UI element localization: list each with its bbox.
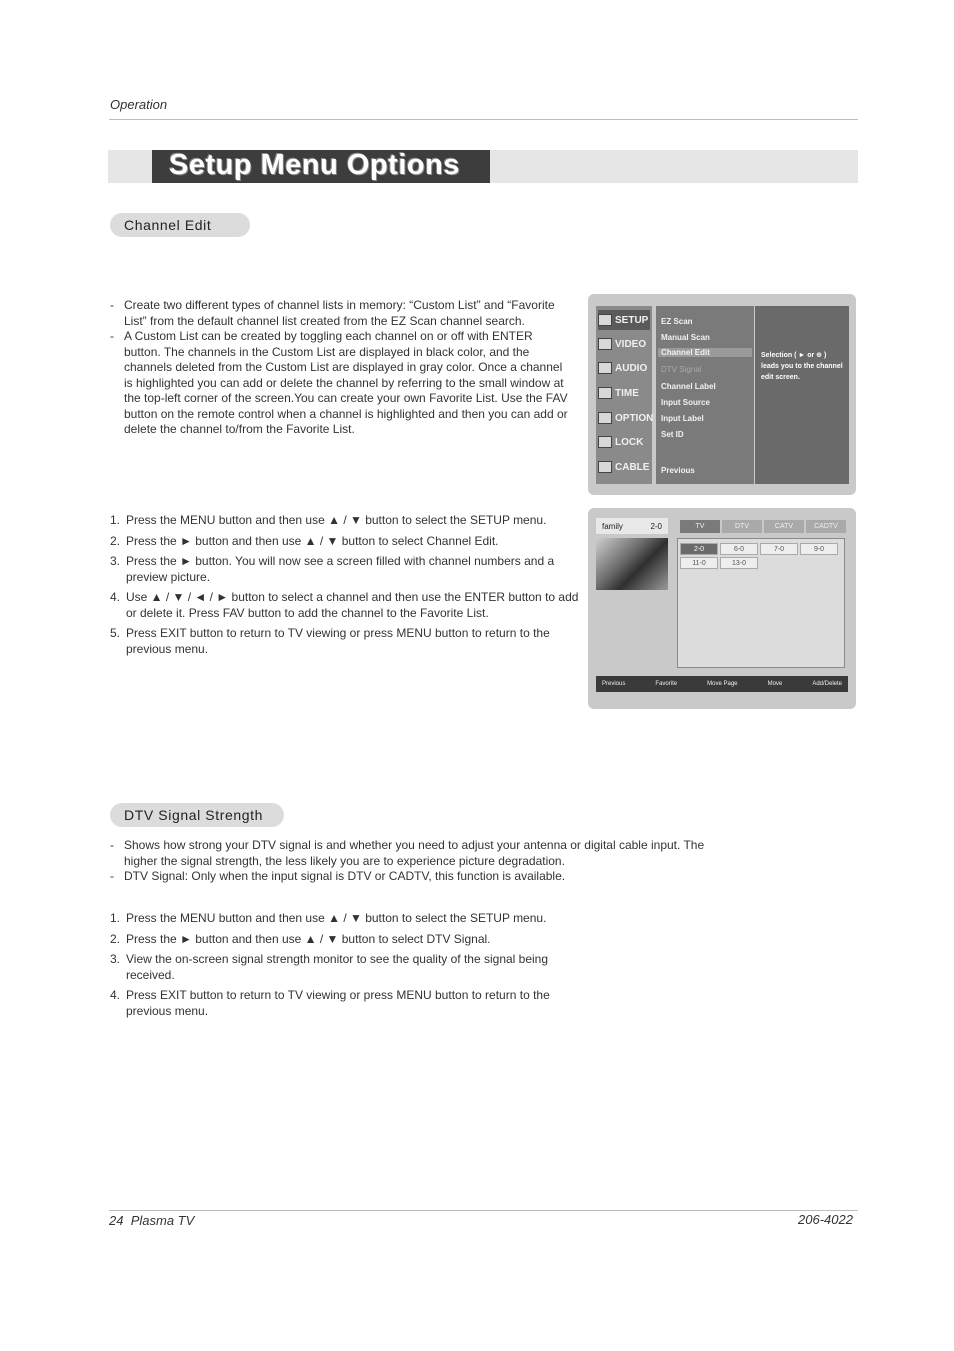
source-tabs <box>680 520 846 533</box>
page-number: 24 <box>109 1213 124 1228</box>
step-item: 4. Press EXIT button to return to TV viewing or press MENU button to return to the previous menu. <box>110 988 550 1018</box>
channel-edit-steps <box>110 513 582 662</box>
lock-icon <box>598 436 612 448</box>
menu-item-input-source: Input Source <box>661 398 710 407</box>
clock-icon <box>598 387 612 399</box>
option-icon <box>598 412 612 424</box>
sidebar-item-audio: AUDIO <box>598 358 650 378</box>
step-item: 1. Press the MENU button and then use ▲ / ▼ button to select the SETUP menu. <box>110 513 547 527</box>
step-item: 4. Use ▲ / ▼ / ◄ / ► button to select a channel and then use the ENTER button to add or delete it. Press FAV button to add the channel to the Favorite List. <box>110 590 579 620</box>
bullet-item: - A Custom List can be created by toggling each channel on or off with ENTER button. The channels in the Custom List are displayed in black color, and the channels deleted from the Custom List are displayed in gray color. Once a channel is highlighted you can add or delete the channel by referring to the small window at the top-left corner of the screen.You can create your own Favorite List. Use the FAV button on the remote control when a channel is highlighted and then you can add or delete the channel to/from the Favorite List. <box>110 329 568 436</box>
channel-screen-footer: Previous Favorite Move Page Move Add/Delete <box>596 676 848 692</box>
step-item: 2. Press the ► button and then use ▲ / ▼ button to select DTV Signal. <box>110 931 491 946</box>
footer-divider <box>109 1210 858 1211</box>
sidebar-item-setup: SETUP <box>598 310 650 330</box>
menu-items <box>656 306 754 484</box>
tab-dtv: DTV <box>722 520 762 533</box>
menu-item-dtv-signal: DTV Signal <box>661 365 702 374</box>
preview-picture <box>596 538 668 590</box>
menu-item-channel-edit: Channel Edit <box>658 348 752 357</box>
menu-footer-previous: Previous <box>661 466 695 475</box>
channel-grid <box>677 538 845 668</box>
tab-catv: CATV <box>764 520 804 533</box>
channel-cell: 11-0 <box>680 557 718 569</box>
sidebar-item-time: TIME <box>598 383 650 403</box>
channel-edit-screenshot <box>588 508 856 709</box>
channel-cell: 13-0 <box>720 557 758 569</box>
menu-help-panel <box>755 306 849 484</box>
tab-tv: TV <box>680 520 720 533</box>
bullet-item: - Create two different types of channel lists in memory: “Custom List” and “Favorite List” from the default channel list created from the EZ Scan channel search. <box>110 298 555 328</box>
sidebar-item-option: OPTION <box>598 408 650 428</box>
channel-edit-intro <box>110 298 572 438</box>
tab-cadtv: CADTV <box>806 520 846 533</box>
step-item: 1. Press the MENU button and then use ▲ / ▼ button to select the SETUP menu. <box>110 911 547 925</box>
document-code: 206-4022 <box>798 1212 853 1227</box>
step-item: 3. View the on-screen signal strength monitor to see the quality of the signal being received. <box>110 952 549 982</box>
bullet-item: - Shows how strong your DTV signal is and whether you need to adjust your antenna or digital cable input. The higher the signal strength, the less likely you are to experience picture degradation. <box>110 838 705 868</box>
sidebar-item-lock: LOCK <box>598 432 650 452</box>
bullet-item: - DTV Signal: Only when the input signal is DTV or CADTV, this function is available. <box>110 869 566 883</box>
sidebar-item-cable: CABLE <box>598 457 650 477</box>
channel-cell: 6-0 <box>720 543 758 555</box>
channel-edit-heading: Channel Edit <box>110 213 250 237</box>
menu-sidebar <box>596 306 652 484</box>
setup-menu-screenshot <box>588 294 856 495</box>
menu-item-manual-scan: Manual Scan <box>661 333 710 342</box>
step-item: 2. Press the ► button and then use ▲ / ▼ button to select Channel Edit. <box>110 533 499 548</box>
step-item: 5. Press EXIT button to return to TV viewing or press MENU button to return to the previous menu. <box>110 626 550 656</box>
product-name: Plasma TV <box>130 1213 195 1228</box>
video-icon <box>598 338 612 350</box>
section-label: Operation <box>110 97 168 112</box>
menu-item-set-id: Set ID <box>661 430 684 439</box>
menu-item-channel-label: Channel Label <box>661 382 716 391</box>
menu-item-input-label: Input Label <box>661 414 704 423</box>
channel-cell: 9-0 <box>800 543 838 555</box>
header-divider <box>109 119 858 120</box>
step-item: 3. Press the ► button. You will now see a screen filled with channel numbers and a preview picture. <box>110 554 555 584</box>
dtv-signal-heading: DTV Signal Strength <box>110 803 284 827</box>
sidebar-item-video: VIDEO <box>598 334 650 354</box>
cable-icon <box>598 461 612 473</box>
audio-icon <box>598 362 612 374</box>
menu-item-ez-scan: EZ Scan <box>661 317 693 326</box>
setup-icon <box>598 314 612 326</box>
channel-cell: 7-0 <box>760 543 798 555</box>
dtv-signal-intro <box>110 838 750 885</box>
page-title: Setup Menu Options <box>169 149 460 181</box>
channel-cell: 2-0 <box>680 543 718 555</box>
dtv-signal-steps <box>110 911 582 1024</box>
help-tip: Selection ( ► or ⊕ ) leads you to the channel edit screen. <box>761 352 843 381</box>
channel-indicator: family 2-0 <box>596 518 668 534</box>
page-footer <box>109 1213 194 1228</box>
